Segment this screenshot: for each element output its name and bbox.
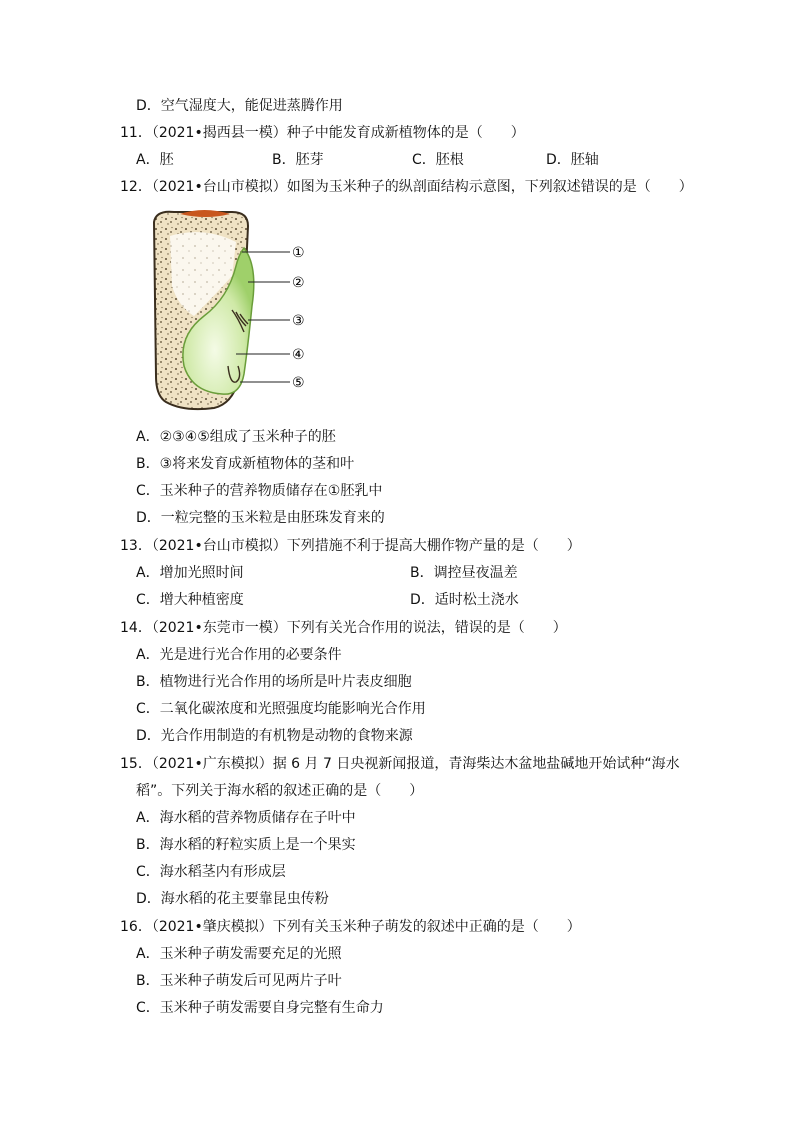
- q14-option-d: D．光合作用制造的有机物是动物的食物来源: [136, 728, 413, 744]
- q16-option-a: A．玉米种子萌发需要充足的光照: [136, 946, 342, 962]
- q15-option-c: C．海水稻茎内有形成层: [136, 864, 286, 880]
- corn-seed-svg: [144, 206, 314, 416]
- q16-option-b: B．玉米种子萌发后可见两片子叶: [136, 973, 342, 989]
- q15-stem-line-1: 15．（2021•广东模拟）据 6 月 7 日央视新闻报道，青海柴达木盆地盐碱地开始试种“海水: [120, 756, 680, 772]
- q16-stem: 16．（2021•肇庆模拟）下列有关玉米种子萌发的叙述中正确的是（ ）: [120, 919, 581, 935]
- q12-option-c: C．玉米种子的营养物质储存在①胚乳中: [136, 483, 383, 499]
- q11-option-c: C．胚根: [412, 152, 464, 168]
- q13-option-d: D．适时松土浇水: [410, 592, 519, 608]
- q15-option-d: D．海水稻的花主要靠昆虫传粉: [136, 891, 329, 907]
- q13-stem: 13．（2021•台山市模拟）下列措施不利于提高大棚作物产量的是（ ）: [120, 538, 581, 554]
- q11-stem: 11．（2021•揭西县一模）种子中能发育成新植物体的是（ ）: [120, 125, 525, 141]
- q16-option-c: C．玉米种子萌发需要自身完整有生命力: [136, 1000, 384, 1016]
- figure-label-5: ⑤: [292, 375, 305, 391]
- q12-option-b: B．③将来发育成新植物体的茎和叶: [136, 456, 355, 472]
- q15-option-a: A．海水稻的营养物质储存在子叶中: [136, 810, 356, 826]
- q14-option-a: A．光是进行光合作用的必要条件: [136, 647, 342, 663]
- q15-option-b: B．海水稻的籽粒实质上是一个果实: [136, 837, 356, 853]
- figure-label-2: ②: [292, 275, 305, 291]
- figure-label-4: ④: [292, 347, 305, 363]
- q10-option-d: D．空气湿度大，能促进蒸腾作用: [136, 98, 343, 114]
- q13-option-b: B．调控昼夜温差: [410, 565, 518, 581]
- q14-option-c: C．二氧化碳浓度和光照强度均能影响光合作用: [136, 701, 426, 717]
- q12-stem: 12．（2021•台山市模拟）如图为玉米种子的纵剖面结构示意图，下列叙述错误的是（ ）: [120, 179, 693, 195]
- q11-option-d: D．胚轴: [546, 152, 599, 168]
- figure-label-3: ③: [292, 313, 305, 329]
- figure-label-1: ①: [292, 245, 305, 261]
- q11-option-a: A．胚: [136, 152, 174, 168]
- q14-option-b: B．植物进行光合作用的场所是叶片表皮细胞: [136, 674, 412, 690]
- q12-option-d: D．一粒完整的玉米粒是由胚珠发育来的: [136, 510, 385, 526]
- q11-option-b: B．胚芽: [272, 152, 324, 168]
- corn-seed-diagram: [144, 206, 314, 416]
- q13-option-a: A．增加光照时间: [136, 565, 244, 581]
- q14-stem: 14．（2021•东莞市一模）下列有关光合作用的说法，错误的是（ ）: [120, 620, 567, 636]
- q13-option-c: C．增大种植密度: [136, 592, 244, 608]
- q15-stem-line-2: 稻”。下列关于海水稻的叙述正确的是（ ）: [136, 783, 424, 799]
- q12-option-a: A．②③④⑤组成了玉米种子的胚: [136, 429, 336, 445]
